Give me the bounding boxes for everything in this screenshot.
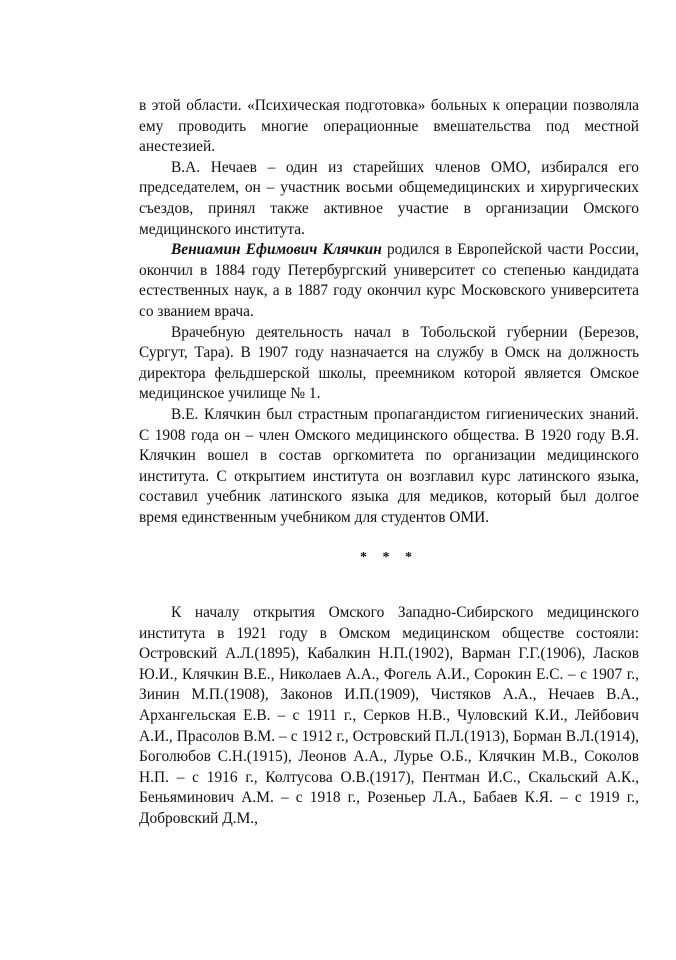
paragraph-career: Врачебную деятельность начал в Тобольской губернии (Березов, Сургут, Тара). В 1907 году назначается на службу в Омск на должность директора фельдшерской школы, преемником которой является Омское медицинское училище № 1. [139,323,639,403]
paragraph-nechaev: В.А. Нечаев – один из старейших членов ОМО, избирался его председателем, он – участник восьми общемедицинских и хирургических съездов, принял также активное участие в организации Омского медицинского института. [139,158,639,238]
paragraph-klyachkin-bio [139,240,639,322]
paragraph-members-list: К началу открытия Омского Западно-Сибирского медицинского института в 1921 году в Омском медицинском обществе состояли: Островский А.Л.(1895), Кабалкин Н.П.(1902), Варман Г.Г.(1906), Ласков Ю.И., Клячкин В.Е., Николаев А.А., Фогель А.И., Сорокин Е.С. – с 1907 г., Зинин М.П.(1908), Законов И.П.(1909), Чистяков А.А., Нечаев В.А., Архангельская Е.В. – с 1911 г., Серков Н.В., Чуловский К.И., Лейбович А.И., Прасолов В.М. – с 1912 г., Островский П.Л.(1913), Борман В.Л.(1914), Боголюбов С.Н.(1915), Леонов А.А., Лурье О.Б., Клячкин М.В., Соколов Н.П. – с 1916 г., Колтусова О.В.(1917), Пентман И.С., Скальский А.К., Беньяминович А.М. – с 1918 г., Розеньер Л.А., Бабаев К.Я. – с 1919 г., Добровский Д.М., [139,604,639,827]
paragraph-hygiene: В.Е. Клячкин был страстным пропагандистом гигиенических знаний. С 1908 года он – член Омского медицинского общества. В 1920 году В.Я. Клячкин вошел в состав оргкомитета по организации медицинского института. С открытием института он возглавил курс латинского языка, составил учебник латинского языка для медиков, который был долгое время единственным учебником для студентов ОМИ. [139,405,639,526]
paragraph-continuation: в этой области. «Психическая подготовка» больных к операции позволяла ему проводить многие операционные вмешательства под местной анестезией. [139,97,639,156]
person-name-heading: Вениамин Ефимович Клячкин [171,241,382,259]
section-separator: * * * [360,550,418,566]
paragraph-klyachkin-bio-text: родился в Европейской части России, окончил в 1884 году Петербургский университет со степенью кандидата естественных наук, а в 1887 году окончил курс Московского университета со званием врача. [139,241,639,320]
document-page [139,96,639,830]
